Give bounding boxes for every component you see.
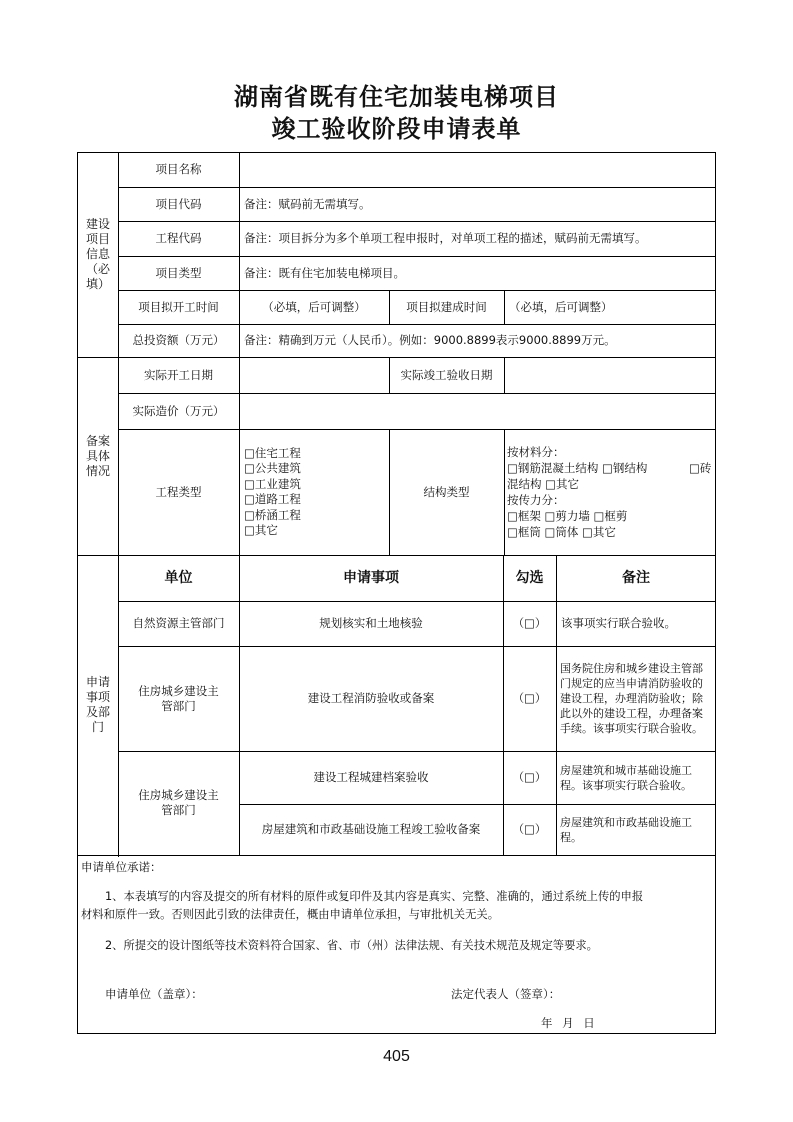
table-row-2-item: 建设工程消防验收或备案 xyxy=(307,691,435,705)
label-structure-type: 结构类型 xyxy=(423,484,470,499)
legal-representative-signature-label: 法定代表人（签章）： xyxy=(451,987,561,1001)
promise-item-2: 2、所提交的设计图纸等技术资料符合国家、省、市（州）法律法规、有关技术规范及规定等要求。 xyxy=(105,939,598,952)
table-row-1-unit: 自然资源主管部门 xyxy=(132,616,225,630)
applicant-seal-label: 申请单位（盖章）： xyxy=(105,987,203,1001)
table-row-1-item: 规划核实和土地核验 xyxy=(319,616,423,630)
checkbox-road[interactable]: □道路工程 xyxy=(244,492,301,506)
table-row-4-remark: 房屋建筑和市政基础设施工程。 xyxy=(560,815,692,844)
header-unit: 单位 xyxy=(164,569,193,586)
structure-by-material-title: 按材料分： xyxy=(507,445,565,459)
label-planned-finish: 项目拟建成时间 xyxy=(406,299,487,314)
field-planned-start[interactable]: （必填，后可调整） xyxy=(262,299,366,314)
field-actual-cost[interactable] xyxy=(239,393,716,429)
engineering-type-options xyxy=(239,429,389,555)
table-row-2-unit: 住房城乡建设主管部门 xyxy=(138,683,219,713)
checkbox-group-material[interactable]: □钢筋混凝土结构 □钢结构 xyxy=(507,461,648,475)
field-project-type[interactable]: 备注：既有住宅加装电梯项目。 xyxy=(244,265,405,280)
checkbox-brick-mixed[interactable]: □砖 xyxy=(689,461,712,475)
checkbox-residential[interactable]: □住宅工程 xyxy=(244,445,301,460)
label-engineering-code: 工程代码 xyxy=(155,231,202,245)
checkbox-row-3[interactable]: （□） xyxy=(512,770,547,784)
section-label-filing-details: 备案具体情况 xyxy=(85,433,110,478)
checkbox-bridge-culvert[interactable]: □桥涵工程 xyxy=(244,507,301,522)
promise-heading: 申请单位承诺： xyxy=(81,860,162,874)
field-total-investment[interactable]: 备注：精确到万元（人民币）。例如：9000.8899表示9000.8899万元。 xyxy=(244,333,616,347)
table-row-4-item: 房屋建筑和市政基础设施工程竣工验收备案 xyxy=(261,822,481,836)
table-row-3-item: 建设工程城建档案验收 xyxy=(313,770,429,784)
checkbox-industrial-building[interactable]: □工业建筑 xyxy=(244,476,301,491)
header-check: 勾选 xyxy=(515,569,544,586)
promise-item-1-line-1: 1、本表填写的内容及提交的所有材料的原件或复印件及其内容是真实、完整、准确的，通过系统上传的申报 xyxy=(105,890,644,903)
date-label: 年 月 日 xyxy=(541,1016,595,1030)
header-remark: 备注 xyxy=(622,569,650,586)
label-engineering-type: 工程类型 xyxy=(155,484,202,499)
label-total-investment: 总投资额（万元） xyxy=(132,333,225,347)
checkbox-group-force-2[interactable]: □框筒 □筒体 □其它 xyxy=(507,525,616,539)
form-title-line2: 竣工验收阶段申请表单 xyxy=(271,114,522,143)
label-actual-acceptance-date: 实际竣工验收日期 xyxy=(400,367,493,382)
label-planned-start: 项目拟开工时间 xyxy=(138,299,219,314)
checkbox-other-engineering[interactable]: □其它 xyxy=(244,523,278,537)
checkbox-public-building[interactable]: □公共建筑 xyxy=(244,461,301,475)
checkbox-row-1[interactable]: （□） xyxy=(512,616,547,630)
header-application-item: 申请事项 xyxy=(343,569,399,586)
field-project-name[interactable] xyxy=(239,152,716,187)
table-row-3-remark: 房屋建筑和城市基础设施工程。该事项实行联合验收。 xyxy=(560,763,692,792)
label-actual-cost: 实际造价（万元） xyxy=(132,403,225,418)
field-actual-start-date[interactable] xyxy=(239,357,389,393)
label-project-code: 项目代码 xyxy=(155,196,202,211)
checkbox-row-2[interactable]: （□） xyxy=(512,691,547,705)
table-row-3-unit: 住房城乡建设主管部门 xyxy=(138,788,219,817)
structure-by-force-title: 按传力分： xyxy=(507,493,565,507)
field-planned-finish[interactable]: （必填，后可调整） xyxy=(509,299,613,314)
field-engineering-code[interactable]: 备注：项目拆分为多个单项工程申报时，对单项工程的描述，赋码前无需填写。 xyxy=(244,231,647,245)
page-number: 405 xyxy=(383,1048,410,1065)
section-label-application-items: 申请事项及部门 xyxy=(85,675,110,734)
label-project-type: 项目类型 xyxy=(155,265,202,280)
table-row-1-remark: 该事项实行联合验收。 xyxy=(561,616,676,630)
label-project-name: 项目名称 xyxy=(155,162,202,176)
field-actual-acceptance-date[interactable] xyxy=(504,357,716,393)
promise-item-1-line-2: 材料和原件一致。否则因此引致的法律责任，概由申请单位承担，与审批机关无关。 xyxy=(81,908,499,921)
field-project-code[interactable]: 备注：赋码前无需填写。 xyxy=(244,196,371,211)
structure-type-options xyxy=(504,429,716,555)
checkbox-group-force-1[interactable]: □框架 □剪力墙 □框剪 xyxy=(507,509,628,523)
table-row-2-remark: 国务院住房和城乡建设主管部门规定的应当申请消防验收的建设工程，办理消防验收；除此以外的建设工程，办理备案手续。该事项实行联合验收。 xyxy=(560,662,703,735)
checkbox-row-4[interactable]: （□） xyxy=(512,822,547,836)
form-title-line1: 湖南省既有住宅加装电梯项目 xyxy=(234,82,559,111)
label-actual-start-date: 实际开工日期 xyxy=(144,367,213,382)
checkbox-group-material-2[interactable]: 混结构 □其它 xyxy=(507,477,580,491)
section-label-project-info: 建设项目信息（必填） xyxy=(85,217,110,291)
